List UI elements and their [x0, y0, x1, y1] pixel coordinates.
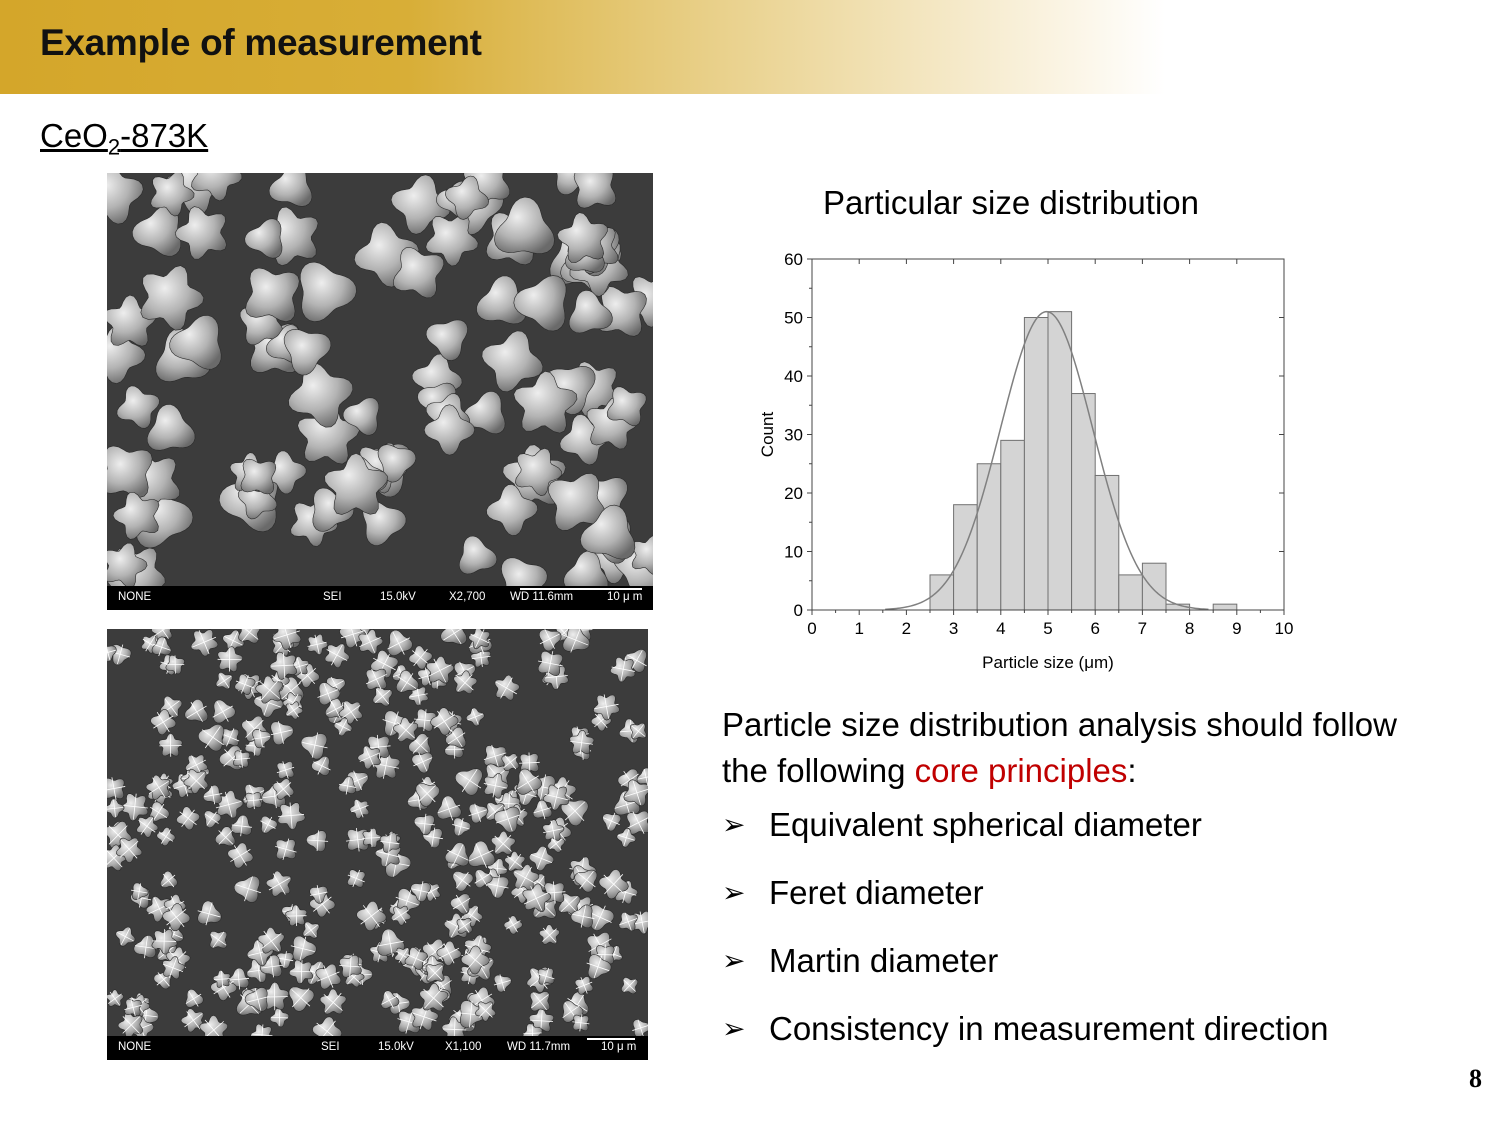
- slide-title: Example of measurement: [40, 22, 482, 63]
- sem-info-bar-top: [107, 586, 653, 610]
- sem-micrograph-top: [107, 173, 653, 610]
- sem-image-top: [107, 173, 653, 610]
- arrow-bullet-icon: ➢: [722, 809, 746, 840]
- arrow-bullet-icon: ➢: [722, 945, 746, 976]
- bullet-text: Equivalent spherical diameter: [769, 806, 1202, 843]
- sem-label: NONE: [118, 1041, 152, 1053]
- histogram-bar: [1048, 312, 1072, 610]
- sem-voltage: 15.0kV: [378, 1041, 414, 1053]
- particle: [607, 387, 646, 426]
- histogram-chart: [740, 240, 1310, 680]
- particle: [241, 459, 276, 494]
- x-tick-label: 8: [1184, 619, 1195, 638]
- sem-mode: SEI: [321, 1041, 340, 1053]
- sem-image-bottom: [107, 629, 648, 1060]
- intro-text: Particle size distribution analysis should follow the following: [722, 706, 1397, 789]
- bullet-text: Feret diameter: [769, 874, 984, 911]
- bullet-text: Martin diameter: [769, 942, 999, 979]
- arrow-bullet-icon: ➢: [722, 1013, 746, 1044]
- x-tick-label: 2: [901, 619, 912, 638]
- histogram-bar: [1119, 575, 1143, 610]
- principles-intro: [722, 702, 1442, 794]
- bullet-text: Consistency in measurement direction: [769, 1010, 1329, 1047]
- sem-info-bar-bottom: [107, 1036, 648, 1060]
- sem-working-distance: WD 11.6mm: [510, 591, 574, 603]
- histogram-bar: [1001, 440, 1025, 610]
- list-item: [722, 942, 1328, 1010]
- particle: [239, 629, 261, 643]
- principles-list: [722, 806, 1328, 1078]
- arrow-bullet-icon: ➢: [722, 877, 746, 908]
- y-tick-label: 40: [784, 367, 803, 386]
- x-tick-label: 10: [1274, 619, 1294, 638]
- x-tick-label: 0: [807, 619, 817, 638]
- sem-magnification: X1,100: [445, 1041, 482, 1053]
- x-tick-label: 4: [996, 619, 1006, 638]
- particle: [246, 268, 300, 322]
- intro-colon: :: [1127, 752, 1137, 789]
- particle: [393, 247, 444, 298]
- sem-voltage: 15.0kV: [380, 591, 416, 603]
- y-tick-label: 20: [784, 484, 803, 503]
- histogram-bar: [977, 464, 1001, 610]
- x-tick-label: 1: [854, 619, 864, 638]
- sem-micrograph-bottom: [107, 629, 648, 1060]
- histogram-bar: [954, 505, 978, 610]
- y-axis-label: Count: [758, 411, 777, 458]
- sample-label-rest: -873K: [120, 117, 209, 154]
- particle: [574, 173, 616, 208]
- measurement-line: [164, 929, 165, 953]
- histogram-bar: [1095, 475, 1119, 610]
- sample-label-main: CeO: [40, 117, 108, 154]
- sem-magnification: X2,700: [449, 591, 486, 603]
- y-tick-label: 50: [784, 308, 803, 328]
- list-item: [722, 806, 1328, 874]
- histogram-bar: [1213, 604, 1237, 610]
- x-axis-label: Particle size (μm): [982, 653, 1114, 672]
- chart-title: Particular size distribution: [823, 184, 1199, 221]
- particle: [107, 446, 152, 498]
- page-number: 8: [1469, 1064, 1482, 1093]
- histogram-bar: [930, 575, 954, 610]
- sem-label: NONE: [118, 591, 152, 603]
- sem-scale-label: 10 μ m: [607, 591, 643, 603]
- x-tick-label: 3: [948, 619, 959, 638]
- particle: [441, 629, 467, 644]
- x-tick-label: 5: [1043, 619, 1053, 638]
- intro-highlight: core principles: [914, 752, 1128, 789]
- y-tick-label: 60: [784, 250, 803, 269]
- sem-scale-bar: [520, 588, 642, 590]
- x-tick-label: 6: [1090, 619, 1100, 638]
- sem-mode: SEI: [323, 591, 342, 603]
- y-tick-label: 0: [793, 601, 803, 620]
- sample-label-subscript: 2: [107, 134, 121, 160]
- title-bar: [0, 0, 1165, 94]
- y-tick-label: 30: [784, 425, 803, 445]
- x-tick-label: 7: [1137, 619, 1148, 638]
- list-item: [722, 874, 1328, 942]
- sample-label: [40, 117, 208, 161]
- list-item: [722, 1010, 1328, 1078]
- sem-scale-label: 10 μ m: [601, 1041, 637, 1053]
- sem-scale-bar: [587, 1038, 635, 1040]
- x-tick-label: 9: [1232, 619, 1242, 638]
- histogram-bar: [1142, 563, 1166, 610]
- y-tick-label: 10: [784, 542, 803, 562]
- sem-working-distance: WD 11.7mm: [507, 1041, 571, 1053]
- histogram-bar: [1024, 318, 1048, 611]
